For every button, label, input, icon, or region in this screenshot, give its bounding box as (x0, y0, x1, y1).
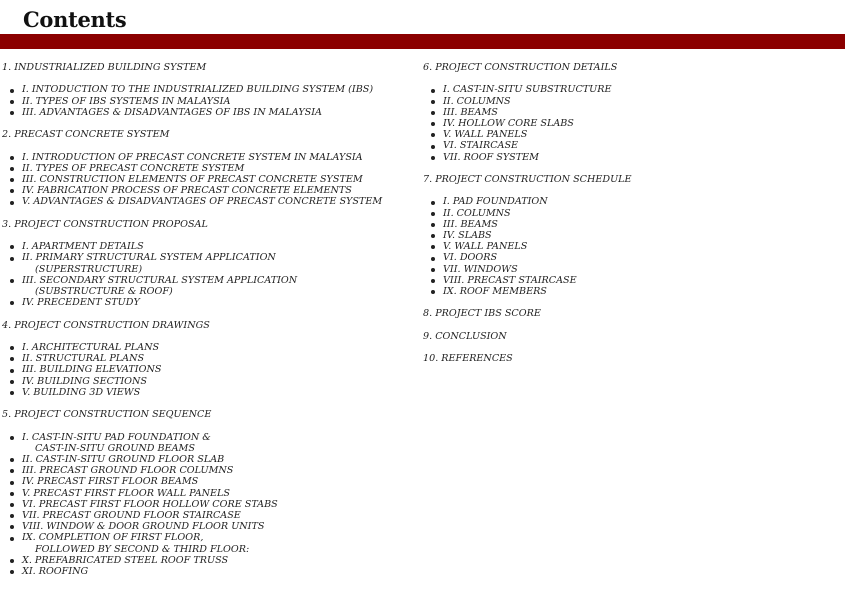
bullet-icon (10, 380, 14, 384)
bullet-icon (10, 525, 14, 529)
bullet-icon (431, 245, 435, 249)
list-item-label-continued: (SUBSTRUCTURE & ROOF) (35, 285, 173, 297)
section-heading: 7. PROJECT CONSTRUCTION SCHEDULE (423, 174, 632, 185)
list-item (2, 252, 402, 274)
bullet-icon (10, 492, 14, 496)
list-item-label: I. ARCHITECTURAL PLANS (22, 341, 160, 353)
list-item (423, 129, 833, 140)
section-item-list (423, 84, 833, 162)
bullet-icon (10, 189, 14, 193)
bullet-icon (431, 257, 435, 261)
bullet-icon (431, 100, 435, 104)
list-item-label: IV. BUILDING SECTIONS (22, 375, 147, 387)
bullet-icon (431, 268, 435, 272)
list-item-label: V. WALL PANELS (443, 241, 528, 253)
section-item-list (2, 241, 402, 308)
list-item-label: I. INTODUCTION TO THE INDUSTRIALIZED BUILDING SYSTEM (IBS) (22, 84, 374, 96)
bullet-icon (10, 301, 14, 305)
list-item (2, 196, 402, 207)
list-item-label: III. BEAMS (443, 218, 498, 230)
list-item-label-continued: CAST-IN-SITU GROUND BEAMS (35, 442, 195, 454)
list-item (2, 454, 402, 465)
list-item-label: IV. SLABS (443, 230, 492, 241)
list-item-label: I. PAD FOUNDATION (443, 196, 548, 208)
bullet-icon (10, 514, 14, 518)
list-item-label: II. COLUMNS (443, 207, 511, 219)
list-item-label: III. BUILDING ELEVATIONS (22, 364, 162, 376)
list-item (2, 353, 402, 364)
bullet-icon (431, 111, 435, 115)
bullet-icon (10, 178, 14, 182)
list-item-label: III. SECONDARY STRUCTURAL SYSTEM APPLICATION (22, 274, 298, 286)
bullet-icon (10, 391, 14, 395)
list-item (2, 185, 402, 196)
list-item (2, 84, 402, 95)
list-item-label: I. CAST-IN-SITU SUBSTRUCTURE (443, 84, 612, 96)
toc-section-project-construction-drawings (2, 320, 402, 398)
toc-section-references (423, 353, 833, 364)
list-item (2, 566, 402, 577)
list-item (423, 107, 833, 118)
list-item (2, 174, 402, 185)
toc-section-project-construction-schedule (423, 174, 833, 297)
list-item-label-continued: (SUPERSTRUCTURE) (35, 263, 143, 275)
bullet-icon (10, 167, 14, 171)
bullet-icon (10, 469, 14, 473)
bullet-icon (10, 503, 14, 507)
list-item (2, 364, 402, 375)
toc-section-project-construction-sequence (2, 409, 402, 577)
section-item-list (423, 196, 833, 297)
bullet-icon (431, 89, 435, 93)
list-item-label: VII. PRECAST GROUND FLOOR STAIRCASE (22, 509, 241, 521)
section-heading: 3. PROJECT CONSTRUCTION PROPOSAL (2, 218, 208, 230)
bullet-icon (10, 481, 14, 485)
title-accent-bar (0, 34, 845, 49)
list-item-label: IV. HOLLOW CORE SLABS (443, 118, 574, 129)
section-heading: 1. INDUSTRIALIZED BUILDING SYSTEM (2, 62, 207, 73)
list-item-label: II. STRUCTURAL PLANS (22, 353, 145, 365)
bullet-icon (10, 111, 14, 115)
list-item-label: I. CAST-IN-SITU PAD FOUNDATION & (22, 431, 211, 443)
section-heading: 9. CONCLUSION (423, 330, 507, 342)
list-item-label: I. INTRODUCTION OF PRECAST CONCRETE SYSTEM IN MALAYSIA (22, 151, 363, 163)
section-heading: 2. PRECAST CONCRETE SYSTEM (2, 129, 170, 141)
section-heading: 4. PROJECT CONSTRUCTION DRAWINGS (2, 319, 210, 331)
list-item (2, 532, 402, 554)
list-item-label: IX. COMPLETION OF FIRST FLOOR, (22, 532, 204, 544)
list-item-label: II. CAST-IN-SITU GROUND FLOOR SLAB (22, 453, 225, 465)
list-item (423, 96, 833, 107)
bullet-icon (10, 369, 14, 373)
list-item-label: IV. PRECAST FIRST FLOOR BEAMS (22, 476, 199, 488)
list-item-label: I. APARTMENT DETAILS (22, 241, 144, 253)
section-item-list (2, 432, 402, 578)
page-title: Contents (23, 7, 127, 32)
bullet-icon (431, 290, 435, 294)
list-item-label-continued: FOLLOWED BY SECOND & THIRD FLOOR: (35, 543, 250, 555)
section-item-list (2, 152, 402, 208)
bullet-icon (10, 436, 14, 440)
list-item (2, 163, 402, 174)
list-item-label: VIII. WINDOW & DOOR GROUND FLOOR UNITS (22, 521, 265, 533)
list-item-label: VI. DOORS (443, 252, 498, 264)
list-item (423, 230, 833, 241)
section-heading: 8. PROJECT IBS SCORE (423, 308, 541, 320)
list-item (2, 241, 402, 252)
list-item (2, 488, 402, 499)
list-item (2, 376, 402, 387)
list-item-label: V. BUILDING 3D VIEWS (22, 386, 141, 398)
bullet-icon (10, 279, 14, 283)
list-item (423, 152, 833, 163)
bullet-icon (431, 212, 435, 216)
list-item-label: III. CONSTRUCTION ELEMENTS OF PRECAST CONCRETE SYSTEM (22, 173, 363, 185)
list-item (2, 476, 402, 487)
toc-section-precast-concrete-system (2, 129, 402, 207)
bullet-icon (10, 559, 14, 563)
list-item (2, 107, 402, 118)
list-item (423, 196, 833, 207)
list-item (2, 510, 402, 521)
list-item (2, 297, 402, 308)
toc-section-project-construction-details (423, 62, 833, 163)
list-item (423, 286, 833, 297)
bullet-icon (10, 156, 14, 160)
list-item (423, 140, 833, 151)
bullet-icon (10, 245, 14, 249)
list-item-label: V. WALL PANELS (443, 129, 528, 141)
list-item (423, 275, 833, 286)
bullet-icon (431, 279, 435, 283)
contents-column-left (2, 62, 402, 588)
bullet-icon (10, 357, 14, 361)
bullet-icon (431, 156, 435, 160)
list-item-label: VII. ROOF SYSTEM (443, 151, 539, 163)
section-heading: 6. PROJECT CONSTRUCTION DETAILS (423, 62, 618, 73)
list-item (2, 465, 402, 476)
list-item-label: III. BEAMS (443, 106, 498, 118)
list-item (2, 96, 402, 107)
contents-column-right (423, 62, 833, 364)
list-item-label: VIII. PRECAST STAIRCASE (443, 274, 577, 286)
list-item (2, 521, 402, 532)
section-heading: 5. PROJECT CONSTRUCTION SEQUENCE (2, 409, 212, 421)
list-item (423, 252, 833, 263)
toc-section-conclusion (423, 331, 833, 353)
list-item (2, 499, 402, 510)
list-item (2, 342, 402, 353)
list-item (2, 152, 402, 163)
bullet-icon (10, 570, 14, 574)
bullet-icon (10, 257, 14, 261)
list-item (423, 241, 833, 252)
section-item-list (2, 84, 402, 118)
list-item-label: IX. ROOF MEMBERS (443, 286, 547, 298)
bullet-icon (431, 201, 435, 205)
list-item-label: VI. STAIRCASE (443, 140, 519, 152)
list-item-label: V. PRECAST FIRST FLOOR WALL PANELS (22, 487, 230, 499)
list-item-label: II. COLUMNS (443, 95, 511, 107)
list-item-label: III. ADVANTAGES & DISADVANTAGES OF IBS IN MALAYSIA (22, 106, 322, 118)
bullet-icon (10, 201, 14, 205)
bullet-icon (431, 122, 435, 126)
list-item (423, 264, 833, 275)
list-item (423, 219, 833, 230)
list-item-label: II. TYPES OF IBS SYSTEMS IN MALAYSIA (22, 95, 231, 107)
toc-section-industrialized-building-system (2, 62, 402, 118)
list-item-label: III. PRECAST GROUND FLOOR COLUMNS (22, 465, 234, 477)
list-item-label: IV. PRECEDENT STUDY (22, 297, 140, 309)
section-spacer (423, 342, 833, 353)
list-item (423, 208, 833, 219)
bullet-icon (431, 145, 435, 149)
bullet-icon (10, 89, 14, 93)
bullet-icon (10, 100, 14, 104)
list-item-label: IV. FABRICATION PROCESS OF PRECAST CONCRETE ELEMENTS (22, 185, 352, 197)
list-item-label: XI. ROOFING (22, 566, 89, 577)
list-item-label: II. PRIMARY STRUCTURAL SYSTEM APPLICATION (22, 252, 276, 264)
toc-section-project-ibs-score (423, 308, 833, 330)
list-item (423, 84, 833, 95)
list-item-label: VI. PRECAST FIRST FLOOR HOLLOW CORE STABS (22, 498, 278, 510)
list-item (2, 432, 402, 454)
list-item (2, 387, 402, 398)
bullet-icon (431, 133, 435, 137)
list-item-label: VII. WINDOWS (443, 263, 518, 275)
toc-section-project-construction-proposal (2, 219, 402, 309)
bullet-icon (431, 234, 435, 238)
list-item (2, 275, 402, 297)
bullet-icon (10, 346, 14, 350)
list-item-label: V. ADVANTAGES & DISADVANTAGES OF PRECAST CONCRETE SYSTEM (22, 196, 383, 208)
section-spacer (423, 320, 833, 331)
bullet-icon (10, 537, 14, 541)
list-item-label: II. TYPES OF PRECAST CONCRETE SYSTEM (22, 162, 245, 174)
section-item-list (2, 342, 402, 398)
section-heading: 10. REFERENCES (423, 353, 513, 365)
list-item (423, 118, 833, 129)
list-item (2, 555, 402, 566)
list-item-label: X. PREFABRICATED STEEL ROOF TRUSS (22, 554, 229, 566)
bullet-icon (431, 223, 435, 227)
bullet-icon (10, 458, 14, 462)
